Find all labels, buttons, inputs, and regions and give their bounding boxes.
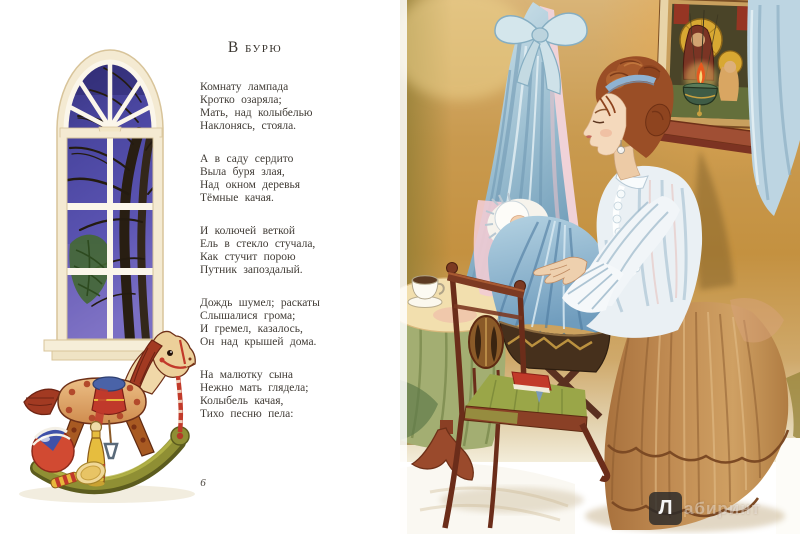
bridle-ribbon: [178, 376, 181, 432]
poem-line: И гремел, казалось,: [200, 323, 303, 335]
poem-line: Нежно мать глядела;: [200, 382, 309, 394]
cradle-scene-illustration: [400, 0, 800, 534]
stanza-2: [200, 153, 320, 205]
poem-line: Он над крышей дома.: [200, 336, 317, 348]
poem-line: Тёмные качая.: [200, 192, 274, 204]
poem-line: Как стучит порою: [200, 251, 296, 263]
poem-line: Колыбель качая,: [200, 395, 284, 407]
right-page: [400, 0, 800, 534]
horse-tail: [24, 389, 60, 414]
poem-line: Комнату лампада: [200, 81, 289, 93]
poem: [200, 39, 320, 441]
page-edge-fade: [400, 0, 407, 534]
watermark: [649, 492, 761, 525]
poem-line: Мать, над колыбелью: [200, 107, 313, 119]
poem-line: Тихо песню пела:: [200, 408, 294, 420]
poem-line: А в саду сердито: [200, 153, 294, 165]
chair-finial: [447, 263, 458, 274]
watermark-text: абиринт: [684, 498, 761, 518]
poem-line: Выла буря злая,: [200, 166, 285, 178]
poem-line: На малютку сына: [200, 369, 294, 381]
window-illustration: [38, 44, 186, 364]
poem-line: Слышалися грома;: [200, 310, 296, 322]
poem-line: Над окном деревья: [200, 179, 301, 191]
stirrup: [105, 444, 117, 458]
poem-line: Ель в стекло стучала,: [200, 238, 316, 250]
poem-line: И колючей веткой: [200, 225, 295, 237]
poem-line: Кротко озаряла;: [200, 94, 282, 106]
poem-line: Наклонясь, стояла.: [200, 120, 297, 132]
stanza-5: [200, 369, 320, 421]
stanza-1: [200, 81, 320, 133]
chair-splat: [469, 316, 503, 368]
watermark-badge: Л: [649, 492, 682, 525]
poem-line: Путник запоздалый.: [200, 264, 303, 276]
rocking-horse-illustration: [12, 326, 204, 508]
poem-line: Дождь шумел; раскаты: [200, 297, 320, 309]
poem-title: В бурю: [227, 39, 283, 56]
page-number: 6: [200, 477, 206, 489]
stanza-3: [200, 225, 320, 277]
stanza-4: [200, 297, 320, 349]
